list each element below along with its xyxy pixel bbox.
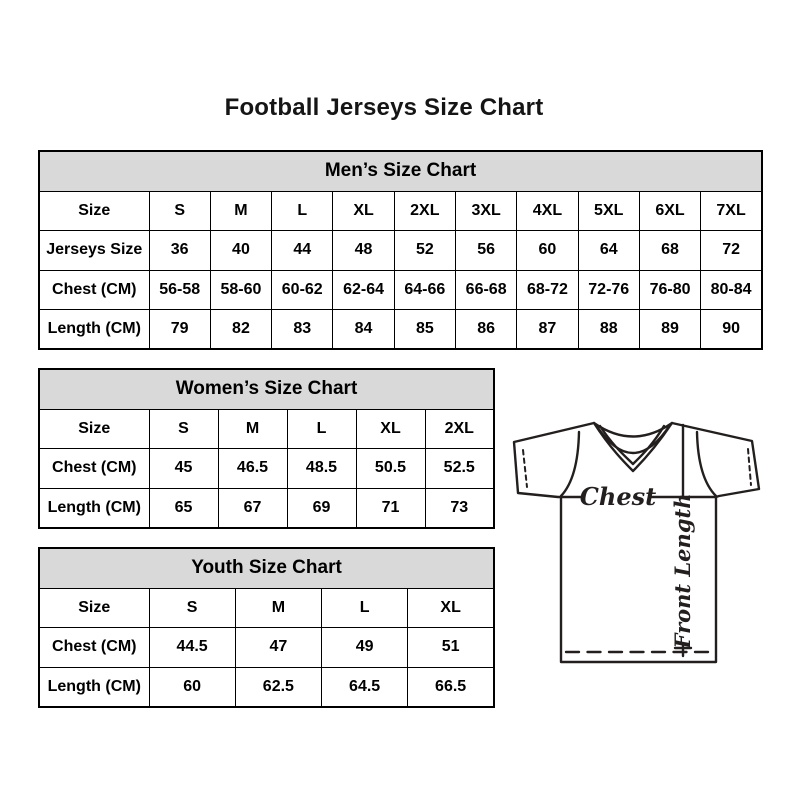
value-cell: 60 xyxy=(517,231,578,271)
table-row xyxy=(39,231,762,271)
value-cell: XL xyxy=(356,409,425,449)
value-cell: 60 xyxy=(149,667,235,707)
value-cell: 90 xyxy=(701,310,762,350)
value-cell: 51 xyxy=(408,628,494,668)
value-cell: 49 xyxy=(322,628,408,668)
value-cell: 84 xyxy=(333,310,394,350)
row-label-cell: Chest (CM) xyxy=(39,270,149,310)
value-cell: 48.5 xyxy=(287,449,356,489)
value-cell: L xyxy=(287,409,356,449)
value-cell: L xyxy=(322,588,408,628)
row-label-cell: Chest (CM) xyxy=(39,449,149,489)
value-cell: 86 xyxy=(455,310,516,350)
table-row xyxy=(39,409,494,449)
value-cell: M xyxy=(235,588,321,628)
row-label-cell: Length (CM) xyxy=(39,310,149,350)
value-cell: 44.5 xyxy=(149,628,235,668)
chest-label: Chest xyxy=(579,482,657,511)
womens-size-table xyxy=(38,368,495,529)
row-label-cell: Size xyxy=(39,191,149,231)
value-cell: S xyxy=(149,191,210,231)
value-cell: 87 xyxy=(517,310,578,350)
left-cuff-dashed-line xyxy=(523,450,527,487)
table-row xyxy=(39,270,762,310)
value-cell: 62-64 xyxy=(333,270,394,310)
table-row xyxy=(39,628,494,668)
value-cell: 2XL xyxy=(425,409,494,449)
value-cell: 67 xyxy=(218,488,287,528)
value-cell: 45 xyxy=(149,449,218,489)
table-row xyxy=(39,191,762,231)
value-cell: 88 xyxy=(578,310,639,350)
value-cell: XL xyxy=(408,588,494,628)
value-cell: 52.5 xyxy=(425,449,494,489)
table-title-row xyxy=(39,369,494,409)
value-cell: 64 xyxy=(578,231,639,271)
value-cell: 83 xyxy=(272,310,333,350)
value-cell: L xyxy=(272,191,333,231)
table-row xyxy=(39,667,494,707)
value-cell: 46.5 xyxy=(218,449,287,489)
front-length-label: Front Length xyxy=(670,493,695,649)
value-cell: 64-66 xyxy=(394,270,455,310)
value-cell: 3XL xyxy=(455,191,516,231)
value-cell: 62.5 xyxy=(235,667,321,707)
value-cell: 68 xyxy=(639,231,700,271)
table-title-row xyxy=(39,151,762,191)
collar-curve-lower xyxy=(596,425,670,453)
value-cell: 5XL xyxy=(578,191,639,231)
value-cell: 65 xyxy=(149,488,218,528)
table-title-row xyxy=(39,548,494,588)
value-cell: 48 xyxy=(333,231,394,271)
table-title: Men’s Size Chart xyxy=(39,151,762,191)
row-label-cell: Size xyxy=(39,588,149,628)
value-cell: 82 xyxy=(210,310,271,350)
value-cell: 47 xyxy=(235,628,321,668)
row-label-cell: Length (CM) xyxy=(39,488,149,528)
table-row xyxy=(39,449,494,489)
jersey-diagram xyxy=(495,403,775,673)
table-row xyxy=(39,488,494,528)
value-cell: S xyxy=(149,588,235,628)
value-cell: M xyxy=(210,191,271,231)
row-label-cell: Chest (CM) xyxy=(39,628,149,668)
value-cell: 52 xyxy=(394,231,455,271)
value-cell: S xyxy=(149,409,218,449)
left-sleeve-seam xyxy=(561,432,579,496)
value-cell: 40 xyxy=(210,231,271,271)
value-cell: 4XL xyxy=(517,191,578,231)
table-row xyxy=(39,310,762,350)
value-cell: 68-72 xyxy=(517,270,578,310)
value-cell: 76-80 xyxy=(639,270,700,310)
value-cell: 36 xyxy=(149,231,210,271)
value-cell: XL xyxy=(333,191,394,231)
value-cell: M xyxy=(218,409,287,449)
value-cell: 7XL xyxy=(701,191,762,231)
value-cell: 50.5 xyxy=(356,449,425,489)
value-cell: 56-58 xyxy=(149,270,210,310)
value-cell: 66-68 xyxy=(455,270,516,310)
value-cell: 60-62 xyxy=(272,270,333,310)
value-cell: 71 xyxy=(356,488,425,528)
table-title: Youth Size Chart xyxy=(39,548,494,588)
youth-size-table xyxy=(38,547,495,708)
value-cell: 79 xyxy=(149,310,210,350)
value-cell: 56 xyxy=(455,231,516,271)
row-label-cell: Length (CM) xyxy=(39,667,149,707)
row-label-cell: Jerseys Size xyxy=(39,231,149,271)
table-title: Women’s Size Chart xyxy=(39,369,494,409)
value-cell: 69 xyxy=(287,488,356,528)
value-cell: 89 xyxy=(639,310,700,350)
value-cell: 73 xyxy=(425,488,494,528)
value-cell: 2XL xyxy=(394,191,455,231)
value-cell: 58-60 xyxy=(210,270,271,310)
mens-size-table xyxy=(38,150,763,350)
value-cell: 66.5 xyxy=(408,667,494,707)
table-row xyxy=(39,588,494,628)
right-sleeve-seam xyxy=(697,432,716,496)
value-cell: 80-84 xyxy=(701,270,762,310)
value-cell: 85 xyxy=(394,310,455,350)
value-cell: 72 xyxy=(701,231,762,271)
row-label-cell: Size xyxy=(39,409,149,449)
value-cell: 64.5 xyxy=(322,667,408,707)
right-cuff-dashed-line xyxy=(748,449,751,485)
value-cell: 44 xyxy=(272,231,333,271)
value-cell: 72-76 xyxy=(578,270,639,310)
value-cell: 6XL xyxy=(639,191,700,231)
page-title: Football Jerseys Size Chart xyxy=(224,94,544,121)
